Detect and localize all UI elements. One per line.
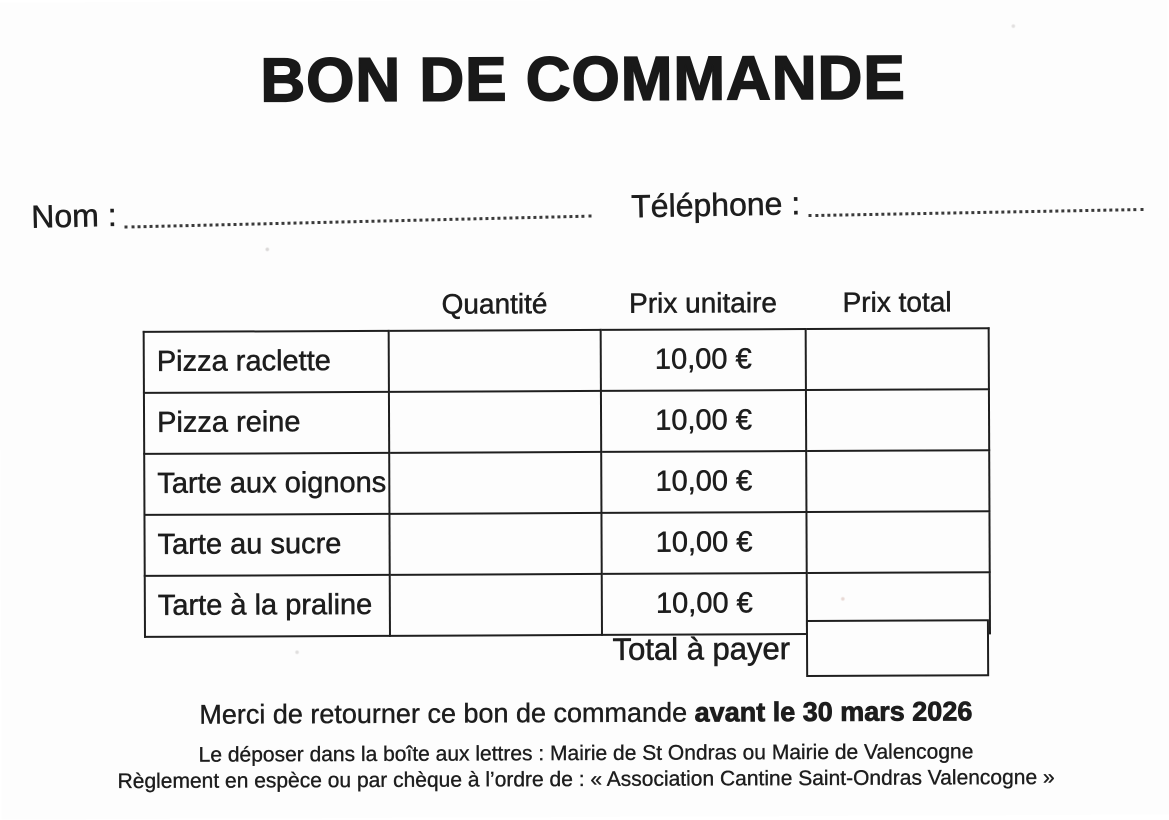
total-label: Total à payer [612, 631, 791, 667]
column-header-total-price: Prix total [842, 286, 952, 318]
footer-return-notice [1, 695, 1169, 731]
name-field-label: Nom : [30, 196, 118, 235]
table-row [144, 511, 989, 576]
footer-return-deadline: avant le 30 mars 2026 [694, 696, 973, 728]
unit-price-cell: 10,00 € [601, 329, 806, 391]
column-header-row [143, 266, 988, 332]
phone-dotted-line [808, 198, 1143, 217]
unit-price-cell: 10,00 € [601, 451, 806, 513]
total-price-cell [806, 511, 989, 573]
name-field [31, 179, 592, 236]
table-row [144, 450, 989, 515]
page-title: BON DE COMMANDE [260, 43, 906, 116]
phone-field [631, 172, 1144, 225]
unit-price-cell: 10,00 € [601, 390, 806, 452]
footer-payment-instruction: Règlement en espèce ou par chèque à l’ordre de : « Association Cantine Saint-Ondras Valencogne » [117, 765, 1055, 794]
phone-field-label: Téléphone : [630, 185, 801, 225]
footer [1, 695, 1169, 796]
name-dotted-line [125, 205, 592, 229]
total-price-cell [806, 328, 989, 390]
quantity-cell [389, 513, 601, 575]
unit-price-cell: 10,00 € [602, 573, 807, 635]
column-header-quantity: Quantité [441, 288, 548, 320]
item-cell: Tarte à la praline [145, 575, 390, 637]
item-cell: Tarte au sucre [144, 514, 389, 576]
item-cell: Tarte aux oignons [144, 453, 389, 515]
quantity-cell [389, 452, 601, 514]
footer-dropoff-instruction: Le déposer dans la boîte aux lettres : Mairie de St Ondras ou Mairie de Valencogne [198, 740, 974, 767]
footer-return-notice-prefix: Merci de retourner ce bon de commande [199, 697, 688, 730]
total-row [144, 619, 989, 680]
total-price-cell [806, 450, 989, 512]
total-price-cell [806, 389, 989, 451]
item-cell: Pizza reine [144, 392, 389, 454]
column-header-item [143, 269, 388, 332]
quantity-cell [389, 391, 601, 453]
table-row [144, 328, 989, 393]
total-amount-box [806, 619, 989, 677]
quantity-cell [389, 330, 601, 392]
unit-price-cell: 10,00 € [601, 512, 806, 574]
order-table [142, 266, 991, 638]
column-header-unit-price: Prix unitaire [629, 287, 778, 319]
table-row [144, 389, 989, 454]
item-cell: Pizza raclette [144, 331, 389, 393]
